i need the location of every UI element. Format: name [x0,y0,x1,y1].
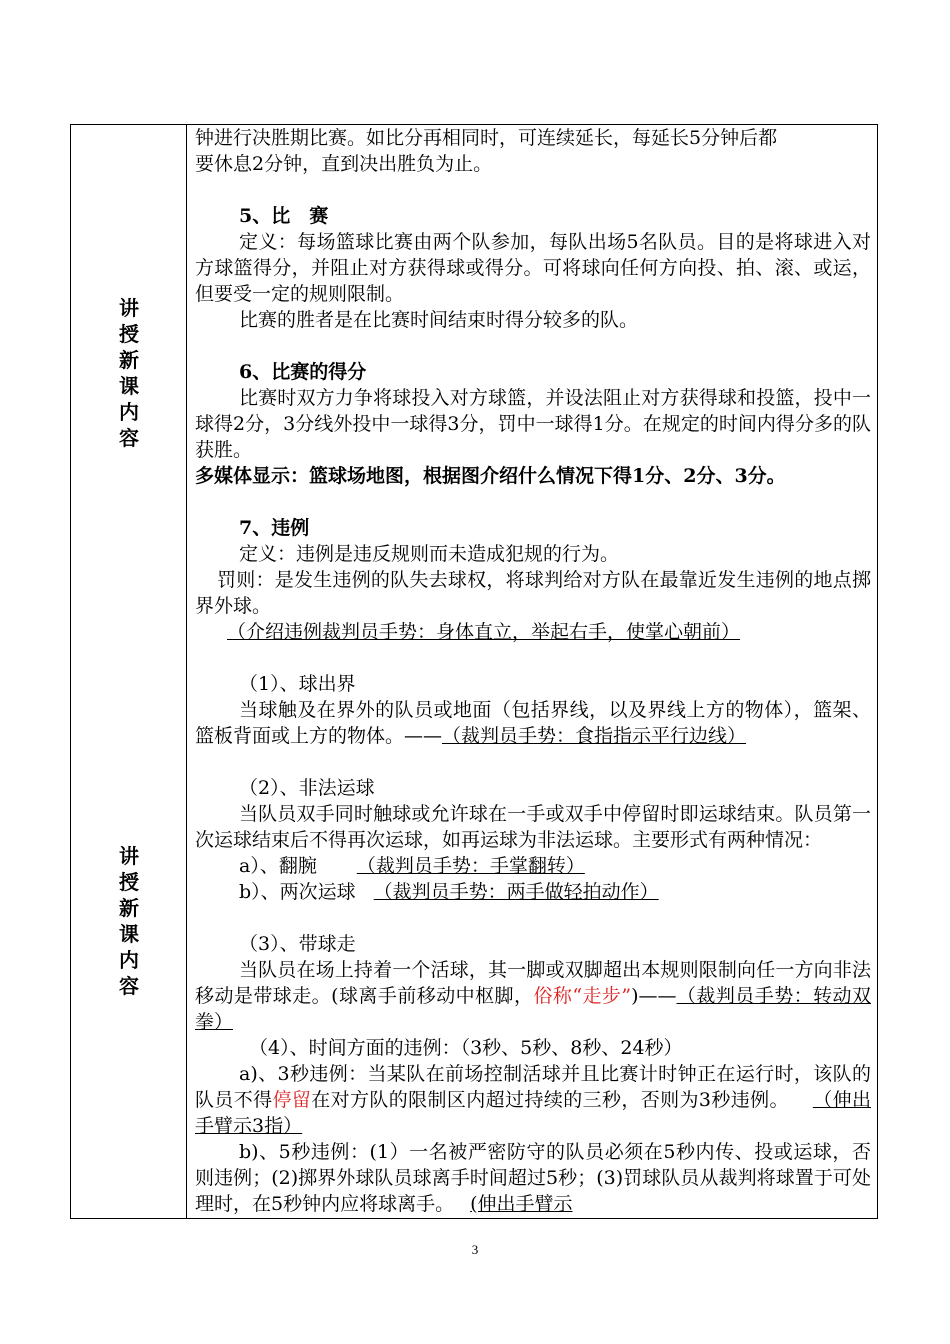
violation-2-body: 当队员双手同时触球或允许球在一手或双手中停留时即运球结束。队员第一次运球结束后不得再次运球，如再运球为非法运球。主要形式有两种情况： [195,803,871,851]
violation-2b [195,879,871,905]
side-char: 授 [119,870,139,894]
side-char: 内 [119,400,139,424]
section-7-definition: 定义：违例是违反规则而未造成犯规的行为。 [239,543,620,565]
intro-line: 要休息2分钟，直到决出胜负为止。 [195,153,493,175]
violation-4a-after: 在对方队的限制区内超过持续的三秒，否则为3秒违例。 [311,1089,789,1111]
violation-2-title: （2）、非法运球 [239,777,375,799]
violation-4-title: （4）、时间方面的违例：（3秒、5秒、8秒、24秒） [249,1037,683,1059]
section-7-signal-line [195,619,871,645]
section-7-penalty: 罚则：是发生违例的队失去球权，将球判给对方队在最靠近发生违例的地点掷界外球。 [195,569,871,617]
side-char: 容 [119,426,139,450]
intro-line: 钟进行决胜期比赛。如比分再相同时，可连续延长，每延长5分钟后都 [195,127,778,149]
violation-3-after: )—— [631,985,677,1007]
violation-3-text: 当队员在场上持着一个活球，其一脚或双脚超出本规则限制向任一方向非法移动是带球走。(球离手前移动中枢脚， [195,959,871,1007]
side-char: 新 [119,348,139,372]
violation-4a-signal: （伸出手臂示3指） [195,1089,871,1137]
violation-2a-signal: （裁判员手势：手掌翻转） [356,855,585,877]
section-5-winner: 比赛的胜者是在比赛时间结束时得分较多的队。 [239,309,639,331]
violation-2a [195,853,871,879]
side-label-column [71,125,187,1218]
violation-4b-signal: (伸出手臂示 [470,1193,573,1215]
side-char: 新 [119,896,139,920]
multimedia-note: 多媒体显示：篮球场地图，根据图介绍什么情况下得1分、2分、3分。 [195,465,786,487]
violation-3-signal: （裁判员手势：转动双拳） [195,985,871,1033]
violation-4a-before: a)、3秒违例：当某队在前场控制活球并且比赛计时钟正在运行时，该队的队员不得 [195,1063,871,1111]
violation-3-title: （3）、带球走 [239,933,356,955]
page-number: 3 [471,1242,479,1257]
section-5-definition: 定义：每场篮球比赛由两个队参加，每队出场5名队员。目的是将球进入对方球篮得分，并阻止对方获得球或得分。可将球向任何方向投、拍、滚、或运，但要受一定的规则限制。 [195,231,871,305]
violation-4a [195,1061,871,1139]
violation-4b [195,1139,871,1217]
side-char: 讲 [119,296,139,320]
lesson-content [195,125,871,1217]
violation-2b-signal: （裁判员手势：两手做轻拍动作） [373,881,659,903]
violation-2a-label: a）、翻腕 [239,855,317,877]
section-6-body: 比赛时双方力争将球投入对方球篮，并设法阻止对方获得球和投篮，投中一球得2分，3分线外投中一球得3分，罚中一球得1分。在规定的时间内得分多的队获胜。 [195,387,871,461]
violation-4b-text: b)、5秒违例：(1）一名被严密防守的队员必须在5秒内传、投或运球，否则违例；(2)掷界外球队员球离手时间超过5秒；(3)罚球队员从裁判将球置于可处理时，在5秒钟内应将球离手。 [195,1141,871,1215]
section-7-signal: （介绍违例裁判员手势：身体直立，举起右手，使掌心朝前） [227,621,741,643]
violation-3-red: 俗称“走步” [533,985,632,1007]
violation-4a-red: 停留 [272,1089,312,1111]
side-char: 讲 [119,844,139,868]
side-char: 课 [119,922,139,946]
side-char: 容 [119,974,139,998]
violation-1-text: 当球触及在界外的队员或地面（包括界线，以及界线上方的物体），篮架、篮板背面或上方的物体。—— [195,699,871,747]
section-5-heading: 5、比 赛 [239,205,329,227]
violation-1-title: （1）、球出界 [239,673,356,695]
violation-2b-label: b）、两次运球 [239,881,356,903]
side-char: 授 [119,322,139,346]
side-char: 课 [119,374,139,398]
violation-1-body [195,697,871,749]
side-char: 内 [119,948,139,972]
side-label-bottom [71,843,187,999]
section-6-heading: 6、比赛的得分 [239,361,367,383]
lesson-table [70,124,878,1219]
section-7-heading: 7、违例 [239,517,310,539]
violation-3-body [195,957,871,1035]
side-label-top [71,295,187,451]
violation-1-signal: （裁判员手势：食指指示平行边线） [442,725,747,747]
